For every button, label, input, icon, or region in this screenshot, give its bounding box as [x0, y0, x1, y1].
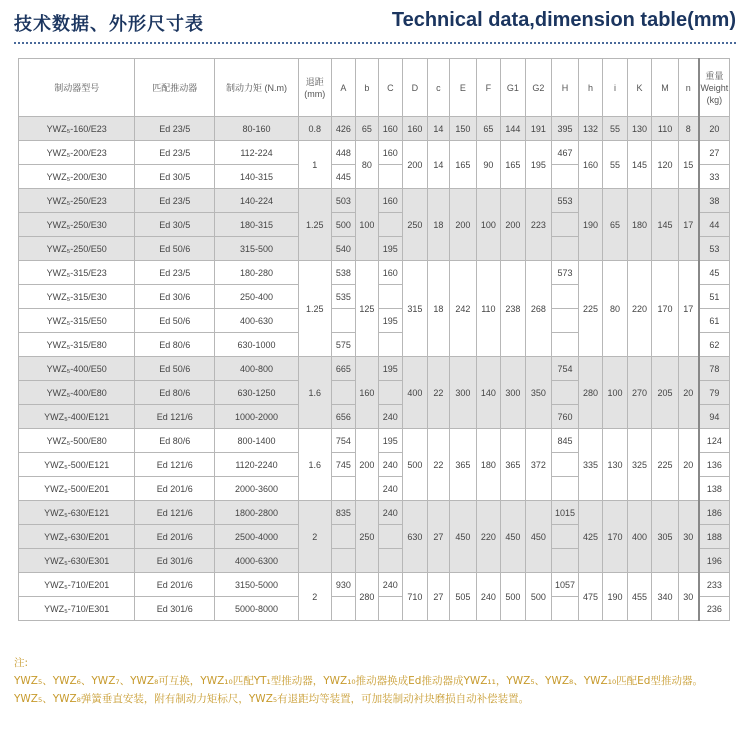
cell-c: 160 — [378, 141, 403, 165]
cell-pusher: Ed 50/6 — [135, 237, 215, 261]
cell-h — [552, 381, 579, 405]
cell-b: 250 — [356, 501, 378, 573]
table-header-row — [19, 59, 730, 117]
cell-a: 445 — [331, 165, 356, 189]
cell-m: 305 — [652, 501, 679, 573]
cell-weight: 138 — [699, 477, 730, 501]
cell-torque: 140-224 — [215, 189, 299, 213]
cell-h: 190 — [578, 189, 603, 261]
cell-h — [552, 597, 579, 621]
column-header: 制动力矩 (N.m) — [215, 59, 299, 117]
cell-a: 500 — [331, 213, 356, 237]
cell-model: YWZ₅-630/E301 — [19, 549, 135, 573]
cell-b: 65 — [356, 117, 378, 141]
cell-torque: 2500-4000 — [215, 525, 299, 549]
cell-h: 760 — [552, 405, 579, 429]
cell-torque: 1120-2240 — [215, 453, 299, 477]
table-row — [19, 501, 730, 525]
cell-c: 240 — [378, 453, 403, 477]
cell-d: 250 — [403, 189, 428, 261]
cell-c — [378, 165, 403, 189]
cell-h: 160 — [578, 141, 603, 189]
cell-torque: 140-315 — [215, 165, 299, 189]
cell-g1: 300 — [501, 357, 526, 429]
cell-weight: 78 — [699, 357, 730, 381]
cell-a: 448 — [331, 141, 356, 165]
cell-torque: 5000-8000 — [215, 597, 299, 621]
cell-k: 145 — [627, 141, 652, 189]
cell-a — [331, 525, 356, 549]
cell-g1: 200 — [501, 189, 526, 261]
cell-weight: 27 — [699, 141, 730, 165]
cell-c: 195 — [378, 237, 403, 261]
cell-a — [331, 309, 356, 333]
cell-c — [378, 597, 403, 621]
cell-weight: 51 — [699, 285, 730, 309]
cell-model: YWZ₅-250/E23 — [19, 189, 135, 213]
cell-i: 65 — [603, 189, 628, 261]
cell-torque: 630-1000 — [215, 333, 299, 357]
cell-a: 503 — [331, 189, 356, 213]
cell-torque: 4000-6300 — [215, 549, 299, 573]
cell-stroke: 1.25 — [298, 189, 331, 261]
cell-e: 150 — [450, 117, 477, 141]
cell-e: 242 — [450, 261, 477, 357]
cell-h: 395 — [552, 117, 579, 141]
cell-torque: 112-224 — [215, 141, 299, 165]
cell-g1: 165 — [501, 141, 526, 189]
cell-torque: 3150-5000 — [215, 573, 299, 597]
cell-n: 30 — [678, 573, 698, 621]
cell-pusher: Ed 121/6 — [135, 453, 215, 477]
cell-torque: 2000-3600 — [215, 477, 299, 501]
cell-torque: 80-160 — [215, 117, 299, 141]
cell-pusher: Ed 121/6 — [135, 501, 215, 525]
cell-a: 426 — [331, 117, 356, 141]
cell-weight: 38 — [699, 189, 730, 213]
cell-pusher: Ed 80/6 — [135, 381, 215, 405]
cell-stroke: 2 — [298, 573, 331, 621]
cell-f: 90 — [476, 141, 501, 189]
cell-g2: 191 — [525, 117, 552, 141]
cell-c: 240 — [378, 501, 403, 525]
footnote — [14, 654, 736, 708]
cell-d: 710 — [403, 573, 428, 621]
table-row — [19, 429, 730, 453]
cell-torque: 800-1400 — [215, 429, 299, 453]
cell-model: YWZ₅-315/E80 — [19, 333, 135, 357]
cell-a: 538 — [331, 261, 356, 285]
cell-h — [552, 525, 579, 549]
cell-c — [378, 213, 403, 237]
cell-k: 130 — [627, 117, 652, 141]
cell-h — [552, 453, 579, 477]
cell-model: YWZ₅-710/E301 — [19, 597, 135, 621]
cell-a — [331, 549, 356, 573]
cell-g1: 500 — [501, 573, 526, 621]
cell-b: 160 — [356, 357, 378, 429]
page-header — [0, 0, 750, 52]
cell-c: 18 — [427, 189, 449, 261]
cell-h — [552, 309, 579, 333]
cell-c: 240 — [378, 477, 403, 501]
cell-h: 845 — [552, 429, 579, 453]
column-header: K — [627, 59, 652, 117]
cell-pusher: Ed 50/6 — [135, 357, 215, 381]
cell-weight: 186 — [699, 501, 730, 525]
cell-d: 500 — [403, 429, 428, 501]
cell-pusher: Ed 80/6 — [135, 429, 215, 453]
cell-stroke: 1.6 — [298, 429, 331, 501]
table-row — [19, 357, 730, 381]
cell-weight: 124 — [699, 429, 730, 453]
cell-torque: 180-315 — [215, 213, 299, 237]
cell-h: 1015 — [552, 501, 579, 525]
cell-n: 17 — [678, 261, 698, 357]
cell-pusher: Ed 23/5 — [135, 117, 215, 141]
table-row — [19, 117, 730, 141]
cell-n: 15 — [678, 141, 698, 189]
cell-d: 630 — [403, 501, 428, 573]
column-header: 重量 Weight (kg) — [699, 59, 730, 117]
cell-model: YWZ₅-200/E23 — [19, 141, 135, 165]
cell-torque: 180-280 — [215, 261, 299, 285]
cell-b: 280 — [356, 573, 378, 621]
cell-d: 160 — [403, 117, 428, 141]
cell-i: 100 — [603, 357, 628, 429]
cell-h — [552, 237, 579, 261]
cell-c: 195 — [378, 309, 403, 333]
page-title-english: Technical data,dimension table(mm) — [391, 9, 736, 31]
cell-h: 225 — [578, 261, 603, 357]
cell-model: YWZ₅-630/E201 — [19, 525, 135, 549]
cell-c — [378, 333, 403, 357]
cell-c: 18 — [427, 261, 449, 357]
cell-i: 130 — [603, 429, 628, 501]
cell-i: 170 — [603, 501, 628, 573]
column-header: i — [603, 59, 628, 117]
cell-c: 14 — [427, 117, 449, 141]
cell-c: 160 — [378, 189, 403, 213]
table-body — [19, 117, 730, 621]
cell-a: 656 — [331, 405, 356, 429]
column-header: 制动器型号 — [19, 59, 135, 117]
cell-f: 65 — [476, 117, 501, 141]
cell-e: 165 — [450, 141, 477, 189]
cell-h: 132 — [578, 117, 603, 141]
cell-stroke: 1.6 — [298, 357, 331, 429]
cell-h — [552, 165, 579, 189]
cell-f: 220 — [476, 501, 501, 573]
cell-c: 27 — [427, 573, 449, 621]
cell-c — [378, 381, 403, 405]
cell-h — [552, 285, 579, 309]
cell-m: 340 — [652, 573, 679, 621]
cell-a: 930 — [331, 573, 356, 597]
cell-c: 240 — [378, 573, 403, 597]
cell-g2: 350 — [525, 357, 552, 429]
cell-g1: 144 — [501, 117, 526, 141]
cell-a: 665 — [331, 357, 356, 381]
table-row — [19, 573, 730, 597]
cell-m: 225 — [652, 429, 679, 501]
cell-model: YWZ₅-160/E23 — [19, 117, 135, 141]
cell-e: 200 — [450, 189, 477, 261]
cell-stroke: 1 — [298, 141, 331, 189]
cell-weight: 188 — [699, 525, 730, 549]
cell-stroke: 1.25 — [298, 261, 331, 357]
column-header: M — [652, 59, 679, 117]
cell-a: 745 — [331, 453, 356, 477]
cell-weight: 136 — [699, 453, 730, 477]
cell-weight: 53 — [699, 237, 730, 261]
cell-torque: 1000-2000 — [215, 405, 299, 429]
cell-g2: 223 — [525, 189, 552, 261]
cell-weight: 33 — [699, 165, 730, 189]
cell-weight: 61 — [699, 309, 730, 333]
cell-pusher: Ed 23/5 — [135, 261, 215, 285]
cell-h — [552, 333, 579, 357]
cell-b: 200 — [356, 429, 378, 501]
column-header: 退距 (mm) — [298, 59, 331, 117]
column-header: C — [378, 59, 403, 117]
cell-pusher: Ed 201/6 — [135, 573, 215, 597]
cell-weight: 79 — [699, 381, 730, 405]
cell-torque: 1800-2800 — [215, 501, 299, 525]
cell-k: 270 — [627, 357, 652, 429]
cell-h: 280 — [578, 357, 603, 429]
cell-h: 475 — [578, 573, 603, 621]
cell-c — [378, 525, 403, 549]
cell-c: 27 — [427, 501, 449, 573]
cell-i: 55 — [603, 141, 628, 189]
cell-c: 195 — [378, 429, 403, 453]
column-header: D — [403, 59, 428, 117]
cell-model: YWZ₅-630/E121 — [19, 501, 135, 525]
cell-c: 160 — [378, 117, 403, 141]
cell-i: 80 — [603, 261, 628, 357]
footnote-text: YWZ₅、YWZ₆、YWZ₇、YWZ₈可互换，YWZ₁₀匹配YT₁型推动器，YWZ₁₀推动器换成Ed推动器成YWZ₁₁，YWZ₅、YWZ₈、YWZ₁₀匹配Ed型推动器。YWZ₅、YWZ₈弹簧垂直安装，附有制动力矩标尺，YWZ₅有退距均等装置，可加装制动衬块磨损自动补偿装置。 — [14, 675, 703, 705]
cell-f: 110 — [476, 261, 501, 357]
cell-a: 575 — [331, 333, 356, 357]
cell-k: 325 — [627, 429, 652, 501]
cell-d: 400 — [403, 357, 428, 429]
cell-weight: 62 — [699, 333, 730, 357]
cell-g2: 268 — [525, 261, 552, 357]
cell-model: YWZ₅-200/E30 — [19, 165, 135, 189]
cell-h: 754 — [552, 357, 579, 381]
cell-weight: 233 — [699, 573, 730, 597]
column-header: b — [356, 59, 378, 117]
cell-a — [331, 597, 356, 621]
cell-g2: 500 — [525, 573, 552, 621]
cell-f: 140 — [476, 357, 501, 429]
cell-n: 20 — [678, 429, 698, 501]
cell-pusher: Ed 301/6 — [135, 597, 215, 621]
cell-h: 425 — [578, 501, 603, 573]
page-title-chinese: 技术数据、外形尺寸表 — [14, 14, 204, 35]
cell-model: YWZ₅-250/E50 — [19, 237, 135, 261]
cell-c — [378, 285, 403, 309]
cell-g1: 450 — [501, 501, 526, 573]
cell-model: YWZ₅-315/E50 — [19, 309, 135, 333]
cell-k: 220 — [627, 261, 652, 357]
column-header: F — [476, 59, 501, 117]
cell-h: 335 — [578, 429, 603, 501]
cell-model: YWZ₅-400/E50 — [19, 357, 135, 381]
cell-torque: 400-630 — [215, 309, 299, 333]
cell-k: 400 — [627, 501, 652, 573]
cell-a — [331, 381, 356, 405]
cell-b: 80 — [356, 141, 378, 189]
column-header: h — [578, 59, 603, 117]
cell-c: 22 — [427, 429, 449, 501]
cell-h: 467 — [552, 141, 579, 165]
cell-pusher: Ed 23/5 — [135, 189, 215, 213]
cell-pusher: Ed 50/6 — [135, 309, 215, 333]
technical-data-table — [18, 58, 730, 621]
cell-h — [552, 213, 579, 237]
cell-c: 195 — [378, 357, 403, 381]
cell-a — [331, 477, 356, 501]
cell-c: 22 — [427, 357, 449, 429]
cell-d: 315 — [403, 261, 428, 357]
cell-i: 55 — [603, 117, 628, 141]
cell-e: 450 — [450, 501, 477, 573]
cell-torque: 630-1250 — [215, 381, 299, 405]
cell-torque: 315-500 — [215, 237, 299, 261]
cell-pusher: Ed 301/6 — [135, 549, 215, 573]
cell-model: YWZ₅-250/E30 — [19, 213, 135, 237]
cell-h — [552, 477, 579, 501]
cell-f: 100 — [476, 189, 501, 261]
cell-g1: 365 — [501, 429, 526, 501]
cell-pusher: Ed 201/6 — [135, 477, 215, 501]
column-header: G1 — [501, 59, 526, 117]
cell-weight: 94 — [699, 405, 730, 429]
cell-stroke: 2 — [298, 501, 331, 573]
cell-model: YWZ₅-400/E80 — [19, 381, 135, 405]
cell-weight: 20 — [699, 117, 730, 141]
cell-c: 240 — [378, 405, 403, 429]
cell-h: 1057 — [552, 573, 579, 597]
column-header: n — [678, 59, 698, 117]
cell-h — [552, 549, 579, 573]
cell-pusher: Ed 201/6 — [135, 525, 215, 549]
cell-g2: 372 — [525, 429, 552, 501]
cell-n: 30 — [678, 501, 698, 573]
column-header: 匹配推动器 — [135, 59, 215, 117]
cell-model: YWZ₅-500/E121 — [19, 453, 135, 477]
header-divider — [14, 42, 736, 44]
cell-a: 835 — [331, 501, 356, 525]
cell-pusher: Ed 121/6 — [135, 405, 215, 429]
cell-e: 300 — [450, 357, 477, 429]
cell-g1: 238 — [501, 261, 526, 357]
cell-c — [378, 549, 403, 573]
column-header: H — [552, 59, 579, 117]
cell-model: YWZ₅-500/E201 — [19, 477, 135, 501]
cell-weight: 44 — [699, 213, 730, 237]
cell-i: 190 — [603, 573, 628, 621]
cell-m: 110 — [652, 117, 679, 141]
cell-a: 754 — [331, 429, 356, 453]
cell-c: 160 — [378, 261, 403, 285]
column-header: G2 — [525, 59, 552, 117]
cell-m: 120 — [652, 141, 679, 189]
cell-b: 125 — [356, 261, 378, 357]
cell-model: YWZ₅-400/E121 — [19, 405, 135, 429]
cell-f: 180 — [476, 429, 501, 501]
column-header: c — [427, 59, 449, 117]
cell-model: YWZ₅-315/E30 — [19, 285, 135, 309]
cell-a: 535 — [331, 285, 356, 309]
cell-d: 200 — [403, 141, 428, 189]
cell-e: 365 — [450, 429, 477, 501]
cell-pusher: Ed 80/6 — [135, 333, 215, 357]
cell-pusher: Ed 30/5 — [135, 213, 215, 237]
cell-f: 240 — [476, 573, 501, 621]
column-header: A — [331, 59, 356, 117]
cell-k: 455 — [627, 573, 652, 621]
cell-weight: 45 — [699, 261, 730, 285]
cell-b: 100 — [356, 189, 378, 261]
cell-g2: 195 — [525, 141, 552, 189]
cell-model: YWZ₅-710/E201 — [19, 573, 135, 597]
table-row — [19, 141, 730, 165]
cell-model: YWZ₅-315/E23 — [19, 261, 135, 285]
table-row — [19, 189, 730, 213]
cell-n: 20 — [678, 357, 698, 429]
cell-n: 17 — [678, 189, 698, 261]
cell-m: 170 — [652, 261, 679, 357]
cell-weight: 236 — [699, 597, 730, 621]
table-row — [19, 261, 730, 285]
cell-torque: 250-400 — [215, 285, 299, 309]
cell-torque: 400-800 — [215, 357, 299, 381]
cell-m: 145 — [652, 189, 679, 261]
cell-pusher: Ed 30/5 — [135, 165, 215, 189]
cell-pusher: Ed 23/5 — [135, 141, 215, 165]
cell-n: 8 — [678, 117, 698, 141]
cell-e: 505 — [450, 573, 477, 621]
cell-weight: 196 — [699, 549, 730, 573]
cell-stroke: 0.8 — [298, 117, 331, 141]
cell-pusher: Ed 30/6 — [135, 285, 215, 309]
cell-h: 573 — [552, 261, 579, 285]
cell-k: 180 — [627, 189, 652, 261]
cell-model: YWZ₅-500/E80 — [19, 429, 135, 453]
cell-m: 205 — [652, 357, 679, 429]
cell-g2: 450 — [525, 501, 552, 573]
cell-h: 553 — [552, 189, 579, 213]
cell-c: 14 — [427, 141, 449, 189]
cell-a: 540 — [331, 237, 356, 261]
column-header: E — [450, 59, 477, 117]
footnote-label: 注: — [14, 657, 29, 669]
